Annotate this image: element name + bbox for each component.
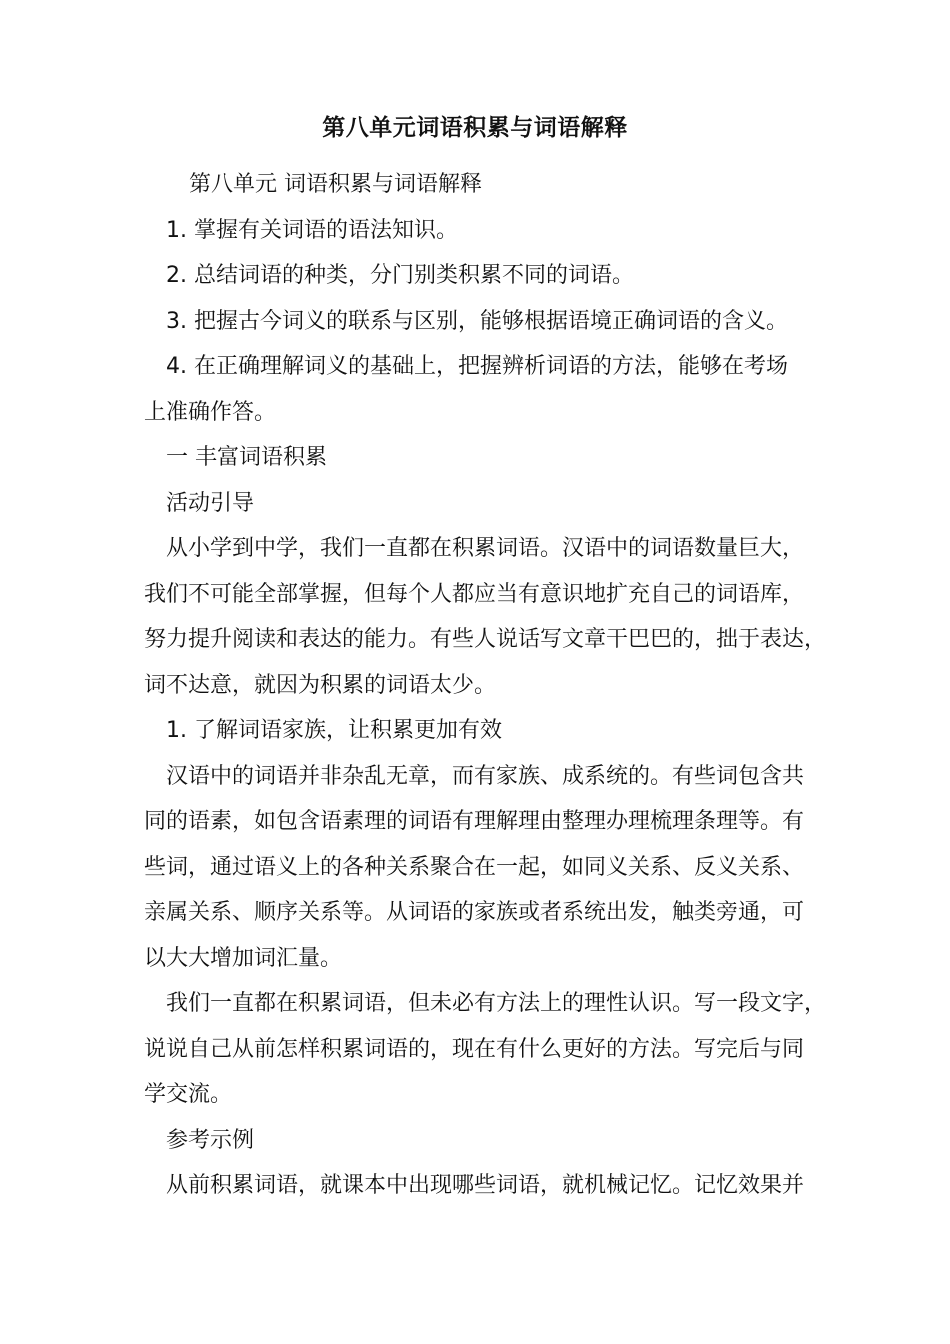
section-heading: 一 丰富词语积累 [166,445,327,470]
paragraph-1-line-3: 努力提升阅读和表达的能力。有些人说话写文章干巴巴的，拙于表达， [144,627,827,652]
paragraph-2-line-3: 些词，通过语义上的各种关系聚合在一起，如同义关系、反义关系、 [144,855,805,880]
objective-1: 1. 掌握有关词语的语法知识。 [166,218,458,243]
subsection-heading: 1. 了解词语家族，让积累更加有效 [166,718,502,743]
paragraph-2-line-4: 亲属关系、顺序关系等。从词语的家族或者系统出发，触类旁通，可 [144,900,805,925]
paragraph-3-line-3: 学交流。 [144,1082,233,1107]
paragraph-2-line-1: 汉语中的词语并非杂乱无章，而有家族、成系统的。有些词包含共 [166,764,805,789]
objective-2: 2. 总结词语的种类，分门别类积累不同的词语。 [166,263,634,288]
subtitle-line: 第八单元 词语积累与词语解释 [189,172,482,197]
objective-3: 3. 把握古今词义的联系与区别，能够根据语境正确词语的含义。 [166,309,788,334]
activity-heading: 活动引导 [166,491,255,516]
paragraph-1-line-1: 从小学到中学，我们一直都在积累词语。汉语中的词语数量巨大， [166,536,805,561]
document-title: 第八单元词语积累与词语解释 [322,115,628,141]
example-line-1: 从前积累词语，就课本中出现哪些词语，就机械记忆。记忆效果并 [166,1173,805,1198]
paragraph-1-line-2: 我们不可能全部掌握，但每个人都应当有意识地扩充自己的词语库， [144,582,805,607]
paragraph-1-line-4: 词不达意，就因为积累的词语太少。 [144,673,497,698]
paragraph-3-line-1: 我们一直都在积累词语，但未必有方法上的理性认识。写一段文字， [166,991,827,1016]
paragraph-3-line-2: 说说自己从前怎样积累词语的，现在有什么更好的方法。写完后与同 [144,1037,805,1062]
objective-4-line-1: 4. 在正确理解词义的基础上，把握辨析词语的方法，能够在考场 [166,354,788,379]
paragraph-2-line-5: 以大大增加词汇量。 [144,946,343,971]
paragraph-2-line-2: 同的语素，如包含语素理的词语有理解理由整理办理梳理条理等。有 [144,809,805,834]
objective-4-line-2: 上准确作答。 [144,400,277,425]
example-heading: 参考示例 [166,1128,255,1153]
